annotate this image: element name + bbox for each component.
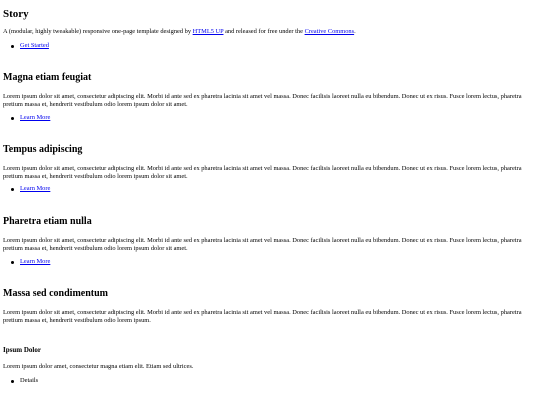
section-action-item: [3, 114, 50, 122]
section-title-pharetra: Pharetra etiam nulla: [3, 216, 92, 227]
intro-title: Story: [3, 8, 29, 20]
html5up-link[interactable]: HTML5 UP: [192, 28, 224, 35]
intro-text-part1: A (modular, highly tweakable) responsive one-page template designed by: [3, 28, 193, 35]
intro-actions: [3, 42, 49, 50]
feature-body: Lorem ipsum dolor amet, consectetur magna etiam elit. Etiam sed ultrices.: [3, 363, 194, 370]
intro-text-part3: .: [354, 28, 356, 35]
section-body-magna: Lorem ipsum dolor sit amet, consectetur adipiscing elit. Morbi id ante sed ex pharetra lacinia sit amet vel massa. Donec facilisis laoreet nulla eu bibendum. Donec ut ex risus. Fusce lorem lectus, pharetra pretium massa et, hendrerit vestibulum odio lorem ipsum dolor sit amet.: [3, 93, 522, 108]
creative-commons-link[interactable]: Creative Commons: [304, 28, 355, 35]
intro-action-item: [3, 42, 49, 50]
intro-text-part2: and released for free under the: [223, 28, 305, 35]
get-started-link[interactable]: Get Started: [20, 42, 49, 49]
learn-more-link-tempus[interactable]: Learn More: [20, 185, 51, 192]
section-action-item: [3, 185, 50, 193]
section-action-item: [3, 258, 50, 266]
section-title-massa: Massa sed condimentum: [3, 288, 109, 299]
section-title-tempus: Tempus adipiscing: [3, 144, 83, 155]
section-body-massa: Lorem ipsum dolor sit amet, consectetur adipiscing elit. Morbi id ante sed ex pharetra lacinia sit amet vel massa. Donec facilisis laoreet nulla eu bibendum. Donec ut ex risus. Fusce lorem lectus, pharetra pretium massa et, hendrerit vestibulum odio lorem ipsum.: [3, 309, 522, 324]
learn-more-link-pharetra[interactable]: Learn More: [20, 258, 51, 265]
feature-action-item: [3, 377, 38, 385]
intro-text: [3, 28, 529, 36]
section-body-pharetra: Lorem ipsum dolor sit amet, consectetur adipiscing elit. Morbi id ante sed ex pharetra lacinia sit amet vel massa. Donec facilisis laoreet nulla eu bibendum. Donec ut ex risus. Fusce lorem lectus, pharetra pretium massa et, hendrerit vestibulum odio lorem ipsum dolor sit amet.: [3, 237, 522, 252]
details-text: Details: [20, 377, 39, 384]
section-body-tempus: Lorem ipsum dolor sit amet, consectetur adipiscing elit. Morbi id ante sed ex pharetra lacinia sit amet vel massa. Donec facilisis laoreet nulla eu bibendum. Donec ut ex risus. Fusce lorem lectus, pharetra pretium massa et, hendrerit vestibulum odio lorem ipsum dolor sit amet.: [3, 165, 522, 180]
section-title-magna: Magna etiam feugiat: [3, 72, 92, 83]
learn-more-link-magna[interactable]: Learn More: [20, 114, 51, 121]
section-actions-pharetra: [3, 258, 50, 266]
section-actions-tempus: [3, 185, 50, 193]
section-actions-magna: [3, 114, 50, 122]
feature-actions: [3, 377, 38, 385]
feature-title: Ipsum Dolor: [3, 346, 41, 354]
